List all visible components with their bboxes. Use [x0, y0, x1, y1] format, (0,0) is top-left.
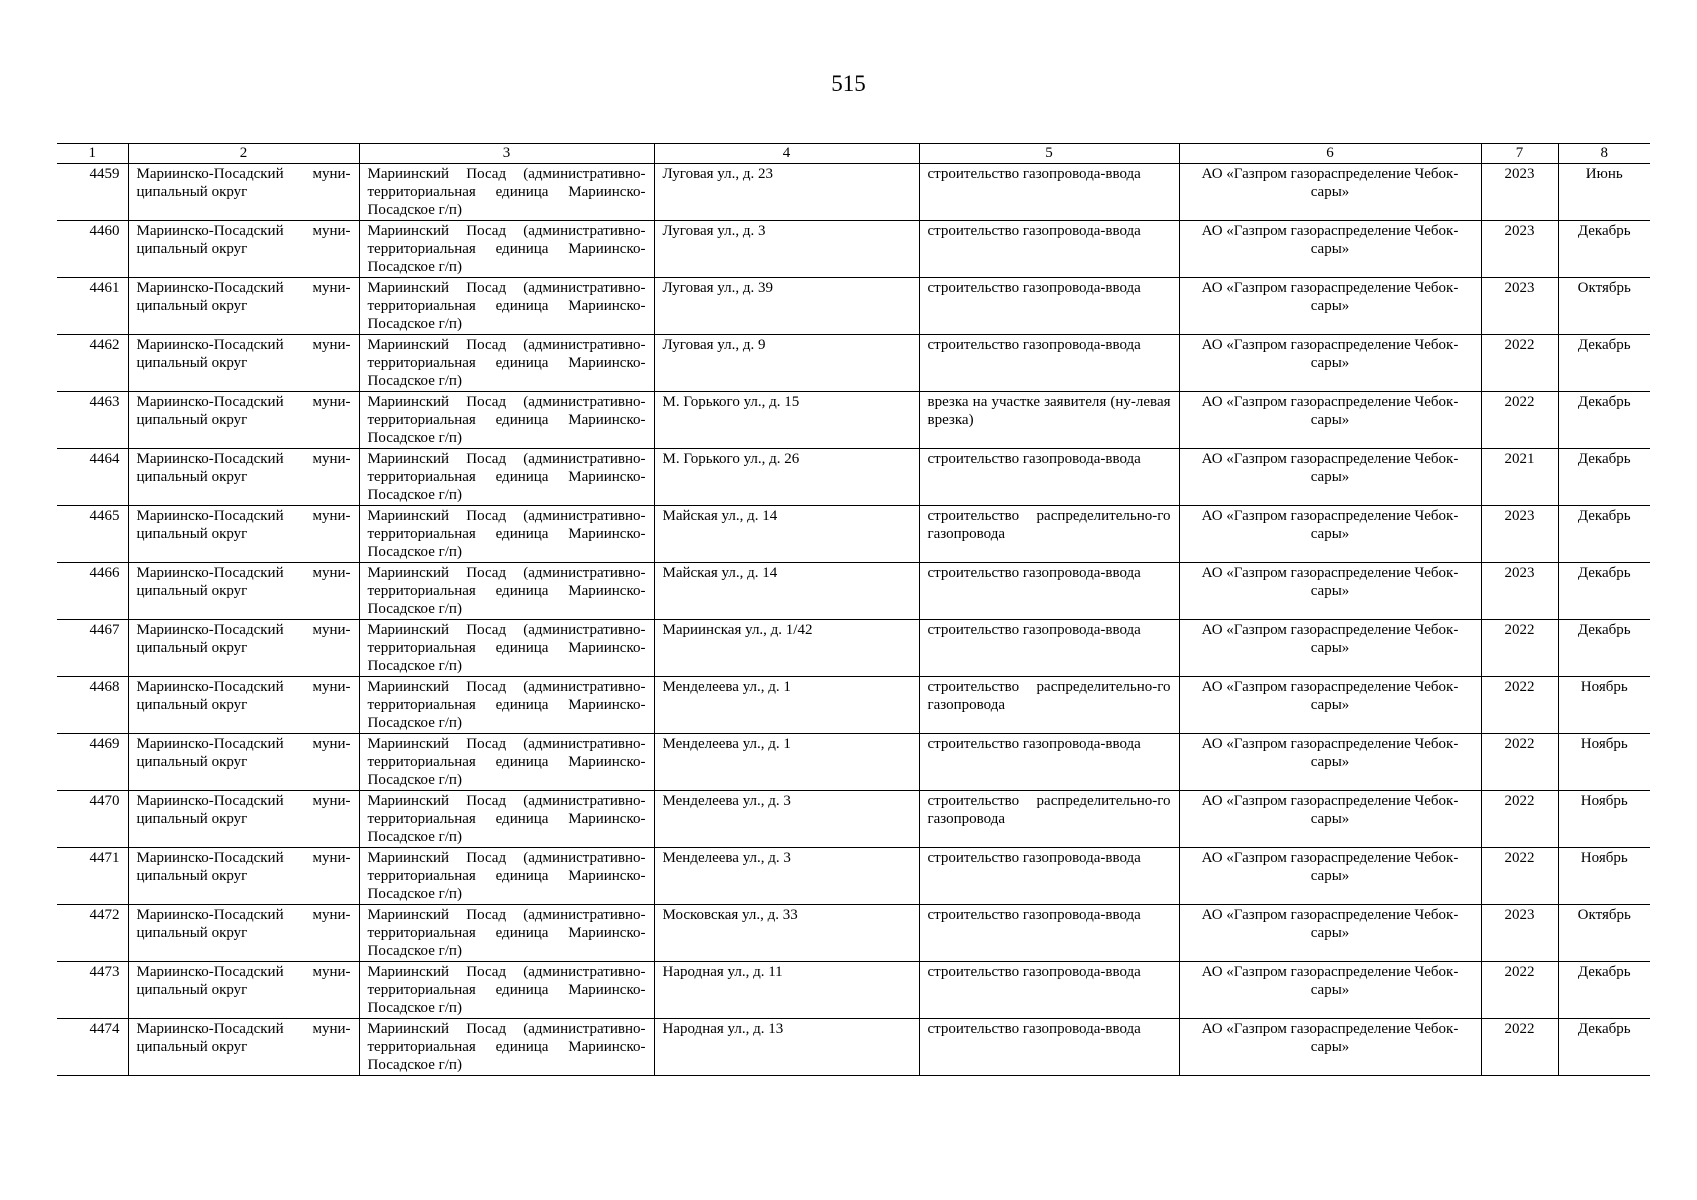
table-row	[57, 335, 1650, 392]
cell-number: 4463	[57, 392, 128, 449]
cell-number: 4473	[57, 962, 128, 1019]
cell-district: Мариинско-Посадский муни-ципальный округ	[128, 791, 359, 848]
table-row	[57, 620, 1650, 677]
cell-district: Мариинско-Посадский муни-ципальный округ	[128, 677, 359, 734]
cell-work-type: строительство газопровода-ввода	[919, 962, 1179, 1019]
cell-organization: АО «Газпром газораспределение Чебок-сары»	[1179, 848, 1481, 905]
cell-work-type: строительство распределительно-го газопровода	[919, 506, 1179, 563]
cell-month: Декабрь	[1558, 563, 1650, 620]
cell-locality: Мариинский Посад (административно-территориальная единица Мариинско-Посадское г/п)	[359, 1019, 654, 1076]
table-row	[57, 164, 1650, 221]
cell-address: Луговая ул., д. 9	[654, 335, 919, 392]
cell-district: Мариинско-Посадский муни-ципальный округ	[128, 1019, 359, 1076]
table-row	[57, 1019, 1650, 1076]
cell-month: Ноябрь	[1558, 791, 1650, 848]
cell-year: 2022	[1481, 734, 1558, 791]
cell-organization: АО «Газпром газораспределение Чебок-сары»	[1179, 164, 1481, 221]
cell-work-type: врезка на участке заявителя (ну-левая врезка)	[919, 392, 1179, 449]
cell-year: 2023	[1481, 278, 1558, 335]
cell-locality: Мариинский Посад (административно-территориальная единица Мариинско-Посадское г/п)	[359, 335, 654, 392]
page-number: 515	[831, 71, 866, 96]
cell-work-type: строительство газопровода-ввода	[919, 164, 1179, 221]
cell-locality: Мариинский Посад (административно-территориальная единица Мариинско-Посадское г/п)	[359, 620, 654, 677]
cell-address: Народная ул., д. 11	[654, 962, 919, 1019]
cell-month: Декабрь	[1558, 506, 1650, 563]
cell-organization: АО «Газпром газораспределение Чебок-сары»	[1179, 905, 1481, 962]
cell-organization: АО «Газпром газораспределение Чебок-сары»	[1179, 335, 1481, 392]
table-row	[57, 791, 1650, 848]
column-header-6: 6	[1179, 144, 1481, 164]
cell-organization: АО «Газпром газораспределение Чебок-сары»	[1179, 791, 1481, 848]
cell-district: Мариинско-Посадский муни-ципальный округ	[128, 734, 359, 791]
cell-district: Мариинско-Посадский муни-ципальный округ	[128, 848, 359, 905]
cell-organization: АО «Газпром газораспределение Чебок-сары»	[1179, 620, 1481, 677]
cell-month: Декабрь	[1558, 335, 1650, 392]
cell-locality: Мариинский Посад (административно-территориальная единица Мариинско-Посадское г/п)	[359, 677, 654, 734]
cell-number: 4467	[57, 620, 128, 677]
table-row	[57, 449, 1650, 506]
cell-month: Декабрь	[1558, 392, 1650, 449]
cell-locality: Мариинский Посад (административно-территориальная единица Мариинско-Посадское г/п)	[359, 791, 654, 848]
cell-work-type: строительство газопровода-ввода	[919, 449, 1179, 506]
cell-month: Декабрь	[1558, 620, 1650, 677]
cell-year: 2022	[1481, 620, 1558, 677]
cell-address: Менделеева ул., д. 1	[654, 677, 919, 734]
cell-address: Менделеева ул., д. 3	[654, 848, 919, 905]
cell-organization: АО «Газпром газораспределение Чебок-сары»	[1179, 392, 1481, 449]
cell-organization: АО «Газпром газораспределение Чебок-сары»	[1179, 563, 1481, 620]
cell-district: Мариинско-Посадский муни-ципальный округ	[128, 221, 359, 278]
column-header-7: 7	[1481, 144, 1558, 164]
cell-locality: Мариинский Посад (административно-территориальная единица Мариинско-Посадское г/п)	[359, 563, 654, 620]
cell-work-type: строительство распределительно-го газопровода	[919, 791, 1179, 848]
cell-district: Мариинско-Посадский муни-ципальный округ	[128, 449, 359, 506]
cell-work-type: строительство газопровода-ввода	[919, 734, 1179, 791]
cell-organization: АО «Газпром газораспределение Чебок-сары»	[1179, 962, 1481, 1019]
cell-number: 4468	[57, 677, 128, 734]
cell-number: 4474	[57, 1019, 128, 1076]
cell-locality: Мариинский Посад (административно-территориальная единица Мариинско-Посадское г/п)	[359, 962, 654, 1019]
table-row	[57, 221, 1650, 278]
cell-organization: АО «Газпром газораспределение Чебок-сары»	[1179, 677, 1481, 734]
cell-district: Мариинско-Посадский муни-ципальный округ	[128, 335, 359, 392]
cell-month: Ноябрь	[1558, 848, 1650, 905]
cell-address: М. Горького ул., д. 26	[654, 449, 919, 506]
column-header-5: 5	[919, 144, 1179, 164]
cell-district: Мариинско-Посадский муни-ципальный округ	[128, 905, 359, 962]
cell-month: Октябрь	[1558, 905, 1650, 962]
cell-work-type: строительство газопровода-ввода	[919, 848, 1179, 905]
table-row	[57, 278, 1650, 335]
cell-organization: АО «Газпром газораспределение Чебок-сары»	[1179, 734, 1481, 791]
cell-address: Майская ул., д. 14	[654, 506, 919, 563]
cell-address: М. Горького ул., д. 15	[654, 392, 919, 449]
table-row	[57, 392, 1650, 449]
cell-locality: Мариинский Посад (административно-территориальная единица Мариинско-Посадское г/п)	[359, 278, 654, 335]
cell-month: Октябрь	[1558, 278, 1650, 335]
cell-year: 2022	[1481, 335, 1558, 392]
cell-organization: АО «Газпром газораспределение Чебок-сары»	[1179, 221, 1481, 278]
cell-organization: АО «Газпром газораспределение Чебок-сары»	[1179, 449, 1481, 506]
cell-locality: Мариинский Посад (административно-территориальная единица Мариинско-Посадское г/п)	[359, 734, 654, 791]
cell-district: Мариинско-Посадский муни-ципальный округ	[128, 506, 359, 563]
cell-number: 4462	[57, 335, 128, 392]
table-row	[57, 962, 1650, 1019]
cell-year: 2022	[1481, 962, 1558, 1019]
cell-number: 4465	[57, 506, 128, 563]
cell-number: 4460	[57, 221, 128, 278]
cell-month: Ноябрь	[1558, 734, 1650, 791]
cell-year: 2023	[1481, 164, 1558, 221]
cell-address: Менделеева ул., д. 3	[654, 791, 919, 848]
cell-district: Мариинско-Посадский муни-ципальный округ	[128, 392, 359, 449]
cell-district: Мариинско-Посадский муни-ципальный округ	[128, 164, 359, 221]
cell-number: 4464	[57, 449, 128, 506]
cell-locality: Мариинский Посад (административно-территориальная единица Мариинско-Посадское г/п)	[359, 848, 654, 905]
cell-district: Мариинско-Посадский муни-ципальный округ	[128, 278, 359, 335]
cell-organization: АО «Газпром газораспределение Чебок-сары»	[1179, 506, 1481, 563]
cell-month: Июнь	[1558, 164, 1650, 221]
table-body	[57, 164, 1650, 1076]
cell-number: 4470	[57, 791, 128, 848]
cell-address: Майская ул., д. 14	[654, 563, 919, 620]
cell-locality: Мариинский Посад (административно-территориальная единица Мариинско-Посадское г/п)	[359, 221, 654, 278]
cell-number: 4472	[57, 905, 128, 962]
cell-work-type: строительство газопровода-ввода	[919, 620, 1179, 677]
cell-organization: АО «Газпром газораспределение Чебок-сары»	[1179, 278, 1481, 335]
cell-address: Луговая ул., д. 39	[654, 278, 919, 335]
cell-year: 2023	[1481, 221, 1558, 278]
cell-year: 2022	[1481, 791, 1558, 848]
table-row	[57, 563, 1650, 620]
table-row	[57, 734, 1650, 791]
cell-month: Декабрь	[1558, 1019, 1650, 1076]
cell-year: 2023	[1481, 563, 1558, 620]
cell-address: Московская ул., д. 33	[654, 905, 919, 962]
cell-work-type: строительство газопровода-ввода	[919, 563, 1179, 620]
cell-month: Декабрь	[1558, 962, 1650, 1019]
cell-organization: АО «Газпром газораспределение Чебок-сары»	[1179, 1019, 1481, 1076]
cell-number: 4469	[57, 734, 128, 791]
cell-locality: Мариинский Посад (административно-территориальная единица Мариинско-Посадское г/п)	[359, 905, 654, 962]
cell-work-type: строительство газопровода-ввода	[919, 1019, 1179, 1076]
cell-year: 2022	[1481, 848, 1558, 905]
cell-work-type: строительство газопровода-ввода	[919, 278, 1179, 335]
cell-district: Мариинско-Посадский муни-ципальный округ	[128, 620, 359, 677]
cell-year: 2022	[1481, 1019, 1558, 1076]
cell-address: Луговая ул., д. 23	[654, 164, 919, 221]
cell-locality: Мариинский Посад (административно-территориальная единица Мариинско-Посадское г/п)	[359, 449, 654, 506]
column-header-4: 4	[654, 144, 919, 164]
column-header-2: 2	[128, 144, 359, 164]
table-row	[57, 905, 1650, 962]
table-row	[57, 506, 1650, 563]
cell-number: 4471	[57, 848, 128, 905]
cell-address: Луговая ул., д. 3	[654, 221, 919, 278]
cell-number: 4459	[57, 164, 128, 221]
gasification-table	[57, 143, 1650, 1076]
cell-address: Менделеева ул., д. 1	[654, 734, 919, 791]
cell-month: Ноябрь	[1558, 677, 1650, 734]
cell-locality: Мариинский Посад (административно-территориальная единица Мариинско-Посадское г/п)	[359, 164, 654, 221]
cell-year: 2022	[1481, 677, 1558, 734]
cell-locality: Мариинский Посад (административно-территориальная единица Мариинско-Посадское г/п)	[359, 506, 654, 563]
cell-district: Мариинско-Посадский муни-ципальный округ	[128, 563, 359, 620]
cell-year: 2023	[1481, 905, 1558, 962]
cell-year: 2022	[1481, 392, 1558, 449]
cell-month: Декабрь	[1558, 221, 1650, 278]
cell-address: Мариинская ул., д. 1/42	[654, 620, 919, 677]
column-header-1: 1	[57, 144, 128, 164]
cell-number: 4466	[57, 563, 128, 620]
cell-year: 2021	[1481, 449, 1558, 506]
cell-year: 2023	[1481, 506, 1558, 563]
table-row	[57, 677, 1650, 734]
cell-work-type: строительство газопровода-ввода	[919, 905, 1179, 962]
header-row	[57, 144, 1650, 164]
cell-district: Мариинско-Посадский муни-ципальный округ	[128, 962, 359, 1019]
cell-address: Народная ул., д. 13	[654, 1019, 919, 1076]
cell-work-type: строительство газопровода-ввода	[919, 221, 1179, 278]
cell-work-type: строительство распределительно-го газопровода	[919, 677, 1179, 734]
cell-month: Декабрь	[1558, 449, 1650, 506]
table-row	[57, 848, 1650, 905]
cell-locality: Мариинский Посад (административно-территориальная единица Мариинско-Посадское г/п)	[359, 392, 654, 449]
cell-number: 4461	[57, 278, 128, 335]
cell-work-type: строительство газопровода-ввода	[919, 335, 1179, 392]
column-header-3: 3	[359, 144, 654, 164]
column-header-8: 8	[1558, 144, 1650, 164]
